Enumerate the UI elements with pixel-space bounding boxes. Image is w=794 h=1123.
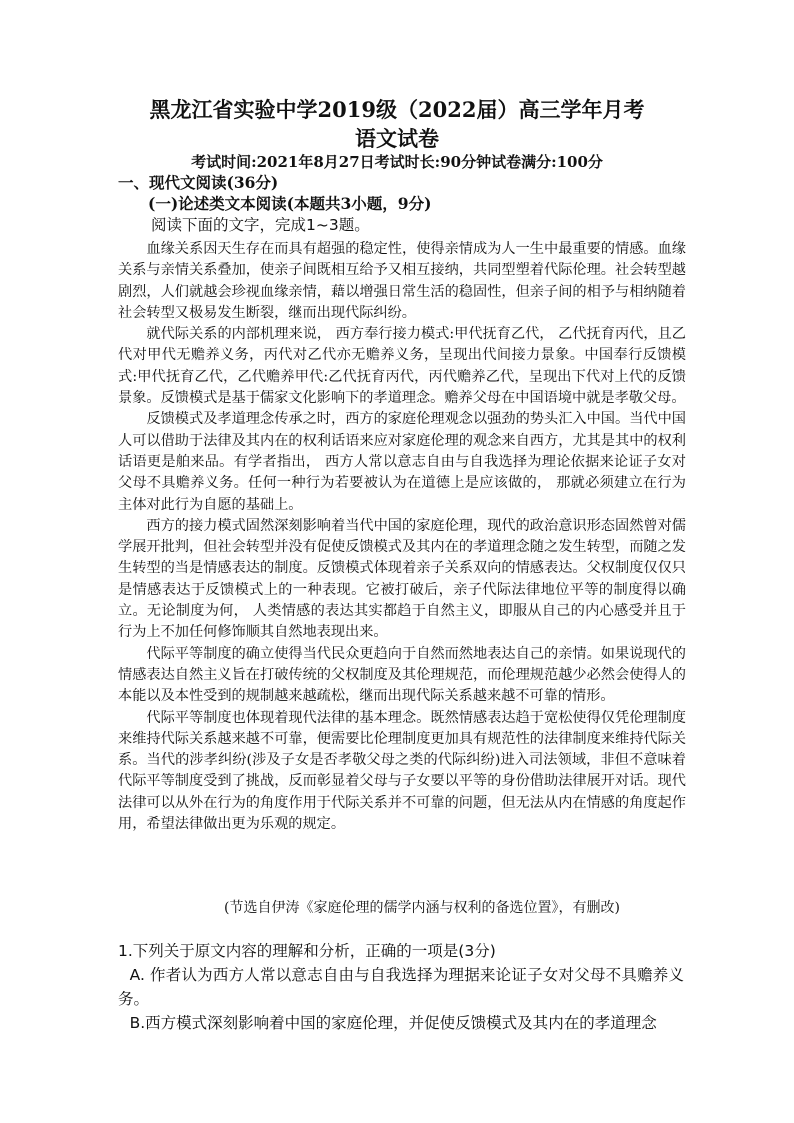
section-heading: 一、现代文阅读(36分) xyxy=(118,173,279,192)
reading-passage xyxy=(118,239,686,835)
question-option-a: A. 作者认为西方人常以意志自由与自我选择为理据来论证子女对父母不具赡养义务。 xyxy=(118,966,684,1008)
passage-paragraph: 血缘关系因天生存在而具有超强的稳定性，使得亲情成为人一生中最重要的情感。血缘关系与亲情关系叠加，使亲子间既相互给予又相互接纳，共同型塑着代际伦理。社会转型越剧烈，人们就越会珍视血缘亲情，藉以增强日常生活的稳固性，但亲子间的相予与相纳随着社会转型又极易发生断裂，继而出现代际纠纷。 xyxy=(118,241,686,321)
exam-title: 黑龙江省实验中学2019级（2022届）高三学年月考 xyxy=(149,97,645,122)
subsection-heading: (一)论述类文本阅读(本题共3小题，9分) xyxy=(148,194,432,213)
passage-paragraph: 西方的接力模式固然深刻影响着当代中国的家庭伦理，现代的政治意识形态固然曾对儒学展开批判，但社会转型并没有促使反馈模式及其内在的孝道理念随之发生转型，而随之发生转型的当是情感表达的制度。反馈模式体现着亲子关系双向的情感表达。父权制度仅仅只是情感表达于反馈模式上的一种表现。它被打破后，亲子代际法律地位平等的制度得以确立。无论制度为何， 人类情感的表达其实都趋于自然主义，即服从自己的内心感受并且于行为上不加任何修饰顺其自然地表现出来。 xyxy=(118,517,686,641)
reading-instruction: 阅读下面的文字，完成1~3题。 xyxy=(151,216,370,234)
passage-source: (节选自伊涛《家庭伦理的儒学内涵与权利的备选位置》，有删改) xyxy=(224,900,620,916)
passage-paragraph: 就代际关系的内部机理来说， 西方奉行接力模式:甲代抚育乙代， 乙代抚育丙代，且乙代对甲代无赡养义务，丙代对乙代亦无赡养义务，呈现出代间接力景象。中国奉行反馈模式:甲代抚育乙代，乙代赡养甲代:乙代抚育丙代，丙代赡养乙代，呈现出下代对上代的反馈景象。反馈模式是基于儒家文化影响下的孝道理念。赡养父母在中国语境中就是孝敬父母。 xyxy=(118,326,686,407)
passage-paragraph: 代际平等制度也体现着现代法律的基本理念。既然情感表达趋于宽松使得仅凭伦理制度来维持代际关系越来越不可靠，便需要比伦理制度更加具有规范性的法律制度来维持代际关系。当代的涉孝纠纷(涉及子女是否孝敬父母之类的代际纠纷)进入司法领域，非但不意味着代际平等制度受到了挑战，反而彰显着父母与子女要以平等的身份借助法律展开对话。现代法律可以从外在行为的角度作用于代际关系并不可靠的问题，但无法从内在情感的角度起作用，希望法律做出更为乐观的规定。 xyxy=(118,709,686,833)
passage-paragraph: 反馈模式及孝道理念传承之时，西方的家庭伦理观念以强劲的势头汇入中国。当代中国人可以借助于法律及其内在的权利话语来应对家庭伦理的观念来自西方，尤其是其中的权利话语更是舶来品。有学者指出， 西方人常以意志自由与自我选择为理论依据来论证子女对父母不具赡养义务。任何一种行为若要被认为在道德上是应该做的， 那就必须建立在行为主体对此行为自愿的基础上。 xyxy=(118,411,686,513)
question-1 xyxy=(118,939,684,1035)
question-option-b: B.西方模式深刻影响着中国的家庭伦理，并促使反馈模式及其内在的孝道理念 xyxy=(129,1014,657,1032)
question-stem: 1.下列关于原文内容的理解和分析，正确的一项是(3分) xyxy=(118,942,496,960)
exam-meta: 考试时间:2021年8月27日考试时长:90分钟试卷满分:100分 xyxy=(191,153,603,171)
exam-subtitle: 语文试卷 xyxy=(355,126,439,151)
passage-paragraph: 代际平等制度的确立使得当代民众更趋向于自然而然地表达自己的亲情。如果说现代的情感表达自然主义旨在打破传统的父权制度及其伦理规范，而伦理规范越少必然会使得人的本能以及本性受到的规制越来越疏松，继而出现代际关系越来越不可靠的情形。 xyxy=(118,645,686,705)
